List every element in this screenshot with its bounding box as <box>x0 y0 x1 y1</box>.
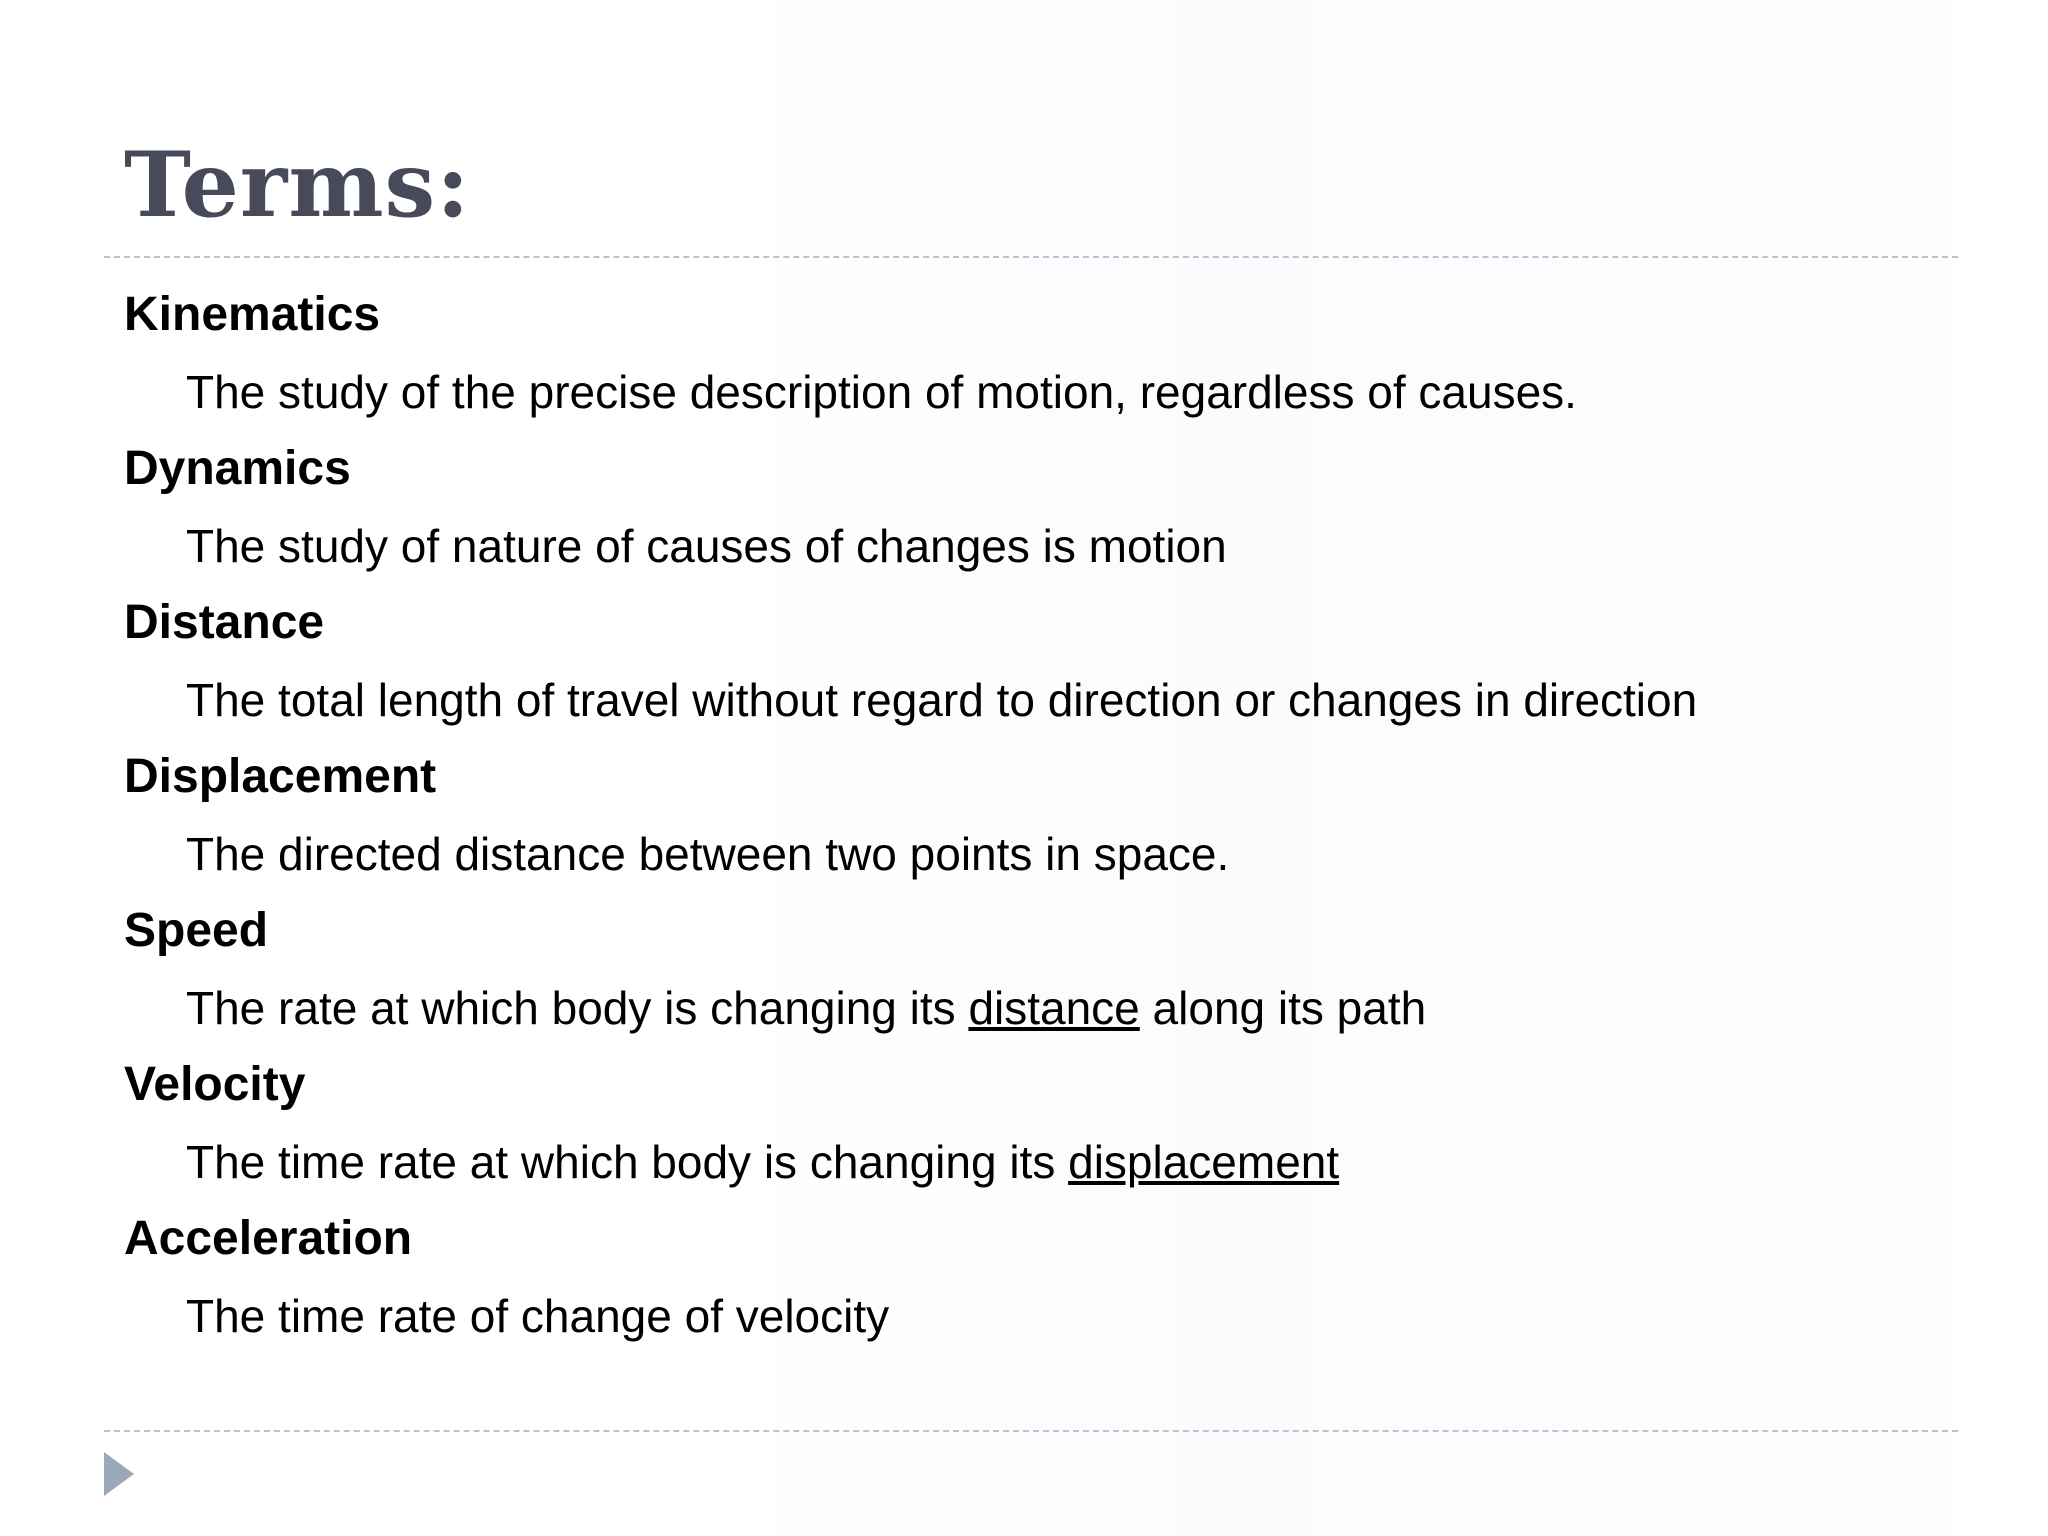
triangle-right-icon[interactable] <box>104 1452 134 1496</box>
term-kinematics: Kinematics <box>124 288 381 341</box>
bottom-divider <box>104 1430 1958 1432</box>
definition-velocity-underlined: displacement <box>1068 1136 1340 1188</box>
slide-title: Terms: <box>124 132 471 238</box>
definition-speed-text-before: The rate at which body is changing its <box>186 982 969 1034</box>
term-distance: Distance <box>124 596 325 649</box>
term-speed: Speed <box>124 904 269 957</box>
definition-velocity-text-before: The time rate at which body is changing its <box>186 1136 1069 1188</box>
term-dynamics: Dynamics <box>124 442 351 495</box>
definition-kinematics: The study of the precise description of motion, regardless of causes. <box>186 366 1577 418</box>
top-divider <box>104 256 1958 258</box>
definition-speed-text-after: along its path <box>1139 982 1427 1034</box>
terms-list <box>124 284 1697 1362</box>
term-velocity: Velocity <box>124 1058 306 1111</box>
definition-velocity <box>124 1131 1697 1208</box>
term-displacement: Displacement <box>124 750 437 803</box>
definition-distance: The total length of travel without regard to direction or changes in direction <box>186 674 1698 726</box>
definition-speed <box>124 977 1697 1054</box>
term-acceleration: Acceleration <box>124 1212 413 1265</box>
definition-dynamics: The study of nature of causes of changes is motion <box>186 520 1227 572</box>
definition-displacement: The directed distance between two points in space. <box>186 828 1230 880</box>
definition-speed-underlined: distance <box>968 982 1140 1034</box>
definition-acceleration: The time rate of change of velocity <box>186 1290 890 1342</box>
